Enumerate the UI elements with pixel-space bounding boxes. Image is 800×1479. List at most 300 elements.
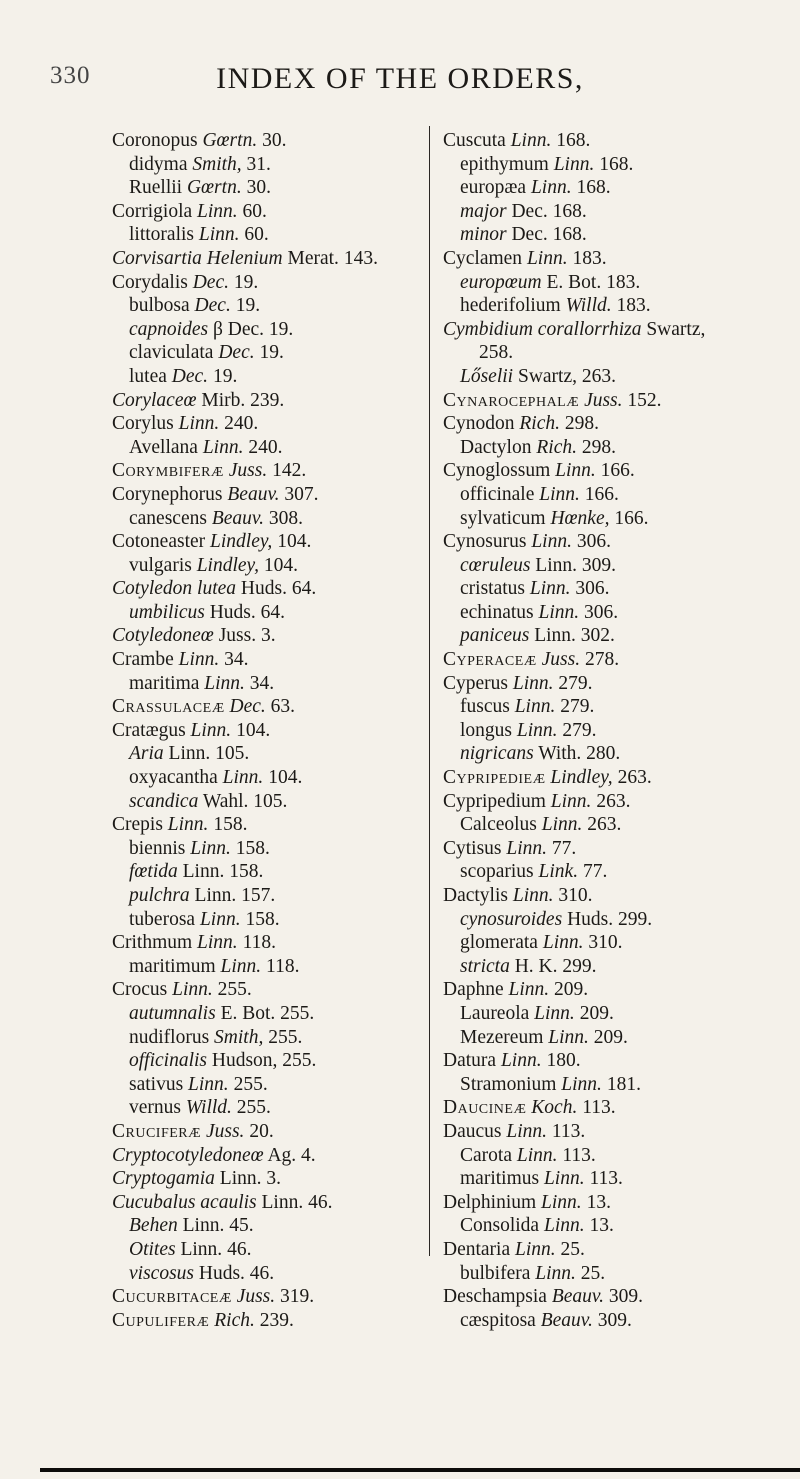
entry-authority: Juss.	[201, 1120, 245, 1142]
entry-authority: Juss.	[579, 389, 623, 411]
entry-page-ref: 239.	[254, 1309, 294, 1331]
entry-italic-name: viscosus	[129, 1262, 194, 1284]
entry-page-ref: 309.	[604, 1286, 643, 1308]
entry-authority: Juss.	[536, 649, 581, 671]
entry-authority: Dec.	[224, 696, 266, 718]
entry-page-ref: 299.	[557, 955, 597, 977]
entry-page-ref: 158.	[224, 861, 264, 883]
entry-page-ref: 77.	[578, 861, 608, 883]
entry-authority: Linn.	[508, 979, 550, 1001]
index-entry	[112, 436, 378, 460]
entry-page-ref: 25.	[555, 1238, 585, 1260]
entry-italic-name: Cryptocotyledoneœ	[112, 1144, 264, 1166]
column-divider	[429, 126, 430, 1256]
entry-text: Cynosurus	[443, 531, 532, 553]
index-entry-heading	[112, 1285, 378, 1309]
entry-italic-name: minor	[460, 224, 507, 246]
index-entry	[443, 271, 705, 295]
entry-page-ref: 319.	[275, 1286, 315, 1308]
entry-text: Hudson,	[207, 1050, 278, 1072]
entry-authority: Dec.	[192, 271, 229, 293]
index-entry	[443, 695, 705, 719]
entry-italic-name: Cucubalus acaulis	[112, 1191, 257, 1213]
entry-authority: Juss.	[223, 460, 268, 482]
entry-text: Huds.	[562, 908, 614, 930]
entry-page-ref: 113.	[584, 1168, 623, 1190]
entry-text: Consolida	[460, 1215, 544, 1237]
entry-page-ref: 34.	[219, 649, 249, 671]
entry-page-ref: 299.	[613, 908, 653, 930]
entry-page-ref: 152.	[622, 389, 662, 411]
entry-page-ref: 209.	[549, 979, 589, 1001]
entry-page-ref: 310.	[583, 932, 623, 954]
entry-page-ref: 60.	[239, 224, 269, 246]
entry-page-ref: 118.	[237, 932, 276, 954]
entry-text: Daphne	[443, 979, 509, 1001]
entry-authority: Linn.	[506, 1120, 547, 1142]
entry-authority: Linn.	[172, 979, 213, 1001]
entry-page-ref: 19.	[254, 342, 284, 364]
index-entry-heading	[112, 695, 378, 719]
entry-authority: Linn.	[515, 1238, 556, 1260]
entry-italic-name: cynosuroides	[460, 908, 563, 930]
entry-page-ref: 105.	[248, 790, 288, 812]
index-entry	[443, 931, 705, 955]
entry-page-ref: 13.	[584, 1215, 614, 1237]
entry-order-name: Cyperaceæ	[443, 649, 537, 671]
entry-italic-name: nigricans	[460, 743, 534, 765]
index-entry	[112, 908, 378, 932]
entry-italic-name: Corvisartia Helenium	[112, 247, 283, 269]
page-number: 330	[50, 62, 91, 89]
entry-italic-name: Corylaceœ	[112, 389, 197, 411]
index-entry-heading	[112, 1167, 378, 1191]
index-entry-heading	[443, 837, 705, 861]
entry-text: Merat.	[282, 247, 339, 269]
entry-italic-name: Lőselii	[460, 365, 514, 387]
index-entry-heading	[443, 530, 705, 554]
entry-page-ref: 158.	[240, 908, 280, 930]
entry-text: tuberosa	[129, 908, 200, 930]
entry-authority: Smith,	[192, 153, 242, 175]
entry-authority: Linn.	[512, 672, 554, 694]
entry-italic-name: stricta	[460, 955, 510, 977]
entry-text: Huds.	[236, 578, 287, 600]
entry-page-ref: 64.	[286, 578, 317, 600]
entry-text: Cuscuta	[443, 130, 511, 151]
entry-text: Deschampsia	[443, 1286, 552, 1308]
entry-order-name: Cupuliferæ	[112, 1309, 210, 1331]
index-entry-heading	[112, 1191, 378, 1215]
entry-page-ref: 255.	[231, 1097, 271, 1119]
entry-page-ref: 306.	[571, 531, 611, 553]
index-entry	[443, 1214, 705, 1238]
entry-page-ref: 30.	[241, 177, 271, 199]
index-entry	[112, 507, 378, 531]
entry-page-ref: 60.	[237, 200, 267, 222]
index-entry	[443, 341, 705, 365]
index-entry	[112, 294, 378, 318]
entry-page-ref: 307.	[279, 483, 319, 505]
entry-text: Linn.	[175, 1238, 223, 1260]
entry-page-ref: 168.	[547, 200, 587, 222]
entry-italic-name: autumnalis	[129, 1002, 216, 1024]
entry-page-ref: 158.	[230, 837, 270, 859]
index-entry	[443, 1167, 705, 1191]
entry-authority: Linn.	[538, 601, 580, 623]
entry-text: fuscus	[460, 696, 515, 718]
entry-text: Dactylis	[443, 885, 513, 906]
entry-authority: Lindley,	[210, 531, 273, 553]
entry-page-ref: 4.	[296, 1144, 316, 1166]
entry-page-ref: 118.	[261, 955, 300, 977]
entry-italic-name: pulchra	[129, 885, 190, 906]
running-title: INDEX OF THE ORDERS,	[216, 62, 584, 95]
entry-text: Daucus	[443, 1120, 507, 1142]
entry-text: cæspitosa	[460, 1309, 541, 1331]
index-entry-heading	[112, 648, 378, 672]
entry-authority: Linn.	[541, 1191, 582, 1213]
entry-page-ref: 25.	[575, 1262, 606, 1284]
entry-text: Linn.	[529, 625, 576, 647]
entry-authority: Linn.	[199, 908, 241, 930]
entry-text: Linn.	[189, 885, 237, 906]
index-column-left	[112, 129, 378, 1332]
entry-page-ref: 46.	[222, 1238, 252, 1260]
index-entry	[443, 908, 705, 932]
entry-page-ref: 30.	[257, 130, 287, 151]
entry-text: Dec.	[506, 200, 548, 222]
entry-page-ref: 183.	[601, 271, 641, 293]
entry-page-ref: 64.	[255, 601, 286, 623]
entry-text: H. K.	[509, 955, 558, 977]
index-entry	[112, 790, 378, 814]
entry-authority: Linn.	[202, 436, 244, 458]
entry-page-ref: 143.	[338, 247, 378, 269]
entry-italic-name: Aria	[129, 743, 164, 765]
entry-text: Linn.	[177, 1215, 225, 1237]
index-entry-heading	[112, 1144, 378, 1168]
entry-authority: Linn.	[178, 649, 220, 671]
entry-text: Stramonium	[460, 1073, 562, 1095]
entry-page-ref: 183.	[611, 295, 651, 317]
entry-text: echinatus	[460, 601, 539, 623]
entry-authority: Dec.	[194, 295, 231, 317]
entry-text: Huds.	[204, 601, 256, 623]
index-entry	[443, 955, 705, 979]
entry-authority: Lindley,	[545, 767, 613, 789]
entry-order-name: Cucurbitaceæ	[112, 1286, 232, 1308]
index-entry-heading	[443, 1191, 705, 1215]
entry-authority: Beauv.	[540, 1309, 593, 1331]
entry-text: Avellana	[129, 436, 203, 458]
entry-text: Dactylon	[460, 436, 537, 458]
index-entry-heading	[443, 129, 705, 153]
entry-authority: Linn.	[553, 153, 595, 175]
entry-page-ref: 255.	[275, 1002, 315, 1024]
entry-text: glomerata	[460, 932, 543, 954]
index-entry-heading	[443, 790, 705, 814]
entry-text: maritima	[129, 672, 205, 694]
entry-page-ref: 113.	[547, 1120, 586, 1142]
entry-text: Cyclamen	[443, 247, 527, 269]
entry-text: Crithmum	[112, 932, 198, 954]
entry-authority: Linn.	[526, 247, 568, 269]
index-entry-heading	[112, 530, 378, 554]
entry-page-ref: 19.	[264, 318, 294, 340]
index-entry-heading	[443, 766, 705, 790]
entry-authority: Beauv.	[551, 1286, 604, 1308]
entry-italic-name: Cryptogamia	[112, 1168, 215, 1190]
entry-text: Ruellii	[129, 177, 187, 199]
entry-authority: Linn.	[188, 1073, 229, 1095]
index-entry	[112, 1214, 378, 1238]
index-entry	[112, 341, 378, 365]
entry-authority: Willd.	[565, 295, 612, 317]
entry-page-ref: 19.	[230, 295, 261, 317]
entry-page-ref: 31.	[241, 153, 271, 175]
index-entry	[443, 1073, 705, 1097]
entry-text: Swartz,	[641, 318, 706, 340]
entry-text: Linn.	[214, 1168, 262, 1190]
entry-text: bulbosa	[129, 295, 195, 317]
entry-authority: Rich.	[519, 413, 560, 435]
entry-page-ref: 166.	[595, 460, 635, 482]
entry-text: scoparius	[460, 861, 539, 883]
index-entry	[112, 1026, 378, 1050]
index-entry	[112, 837, 378, 861]
entry-text: Linn.	[163, 743, 211, 765]
entry-page-ref: 77.	[547, 837, 577, 859]
entry-order-name: Crassulaceæ	[112, 696, 225, 718]
entry-page-ref: 263.	[591, 790, 631, 812]
index-entry	[112, 223, 378, 247]
index-entry-heading	[443, 648, 705, 672]
entry-authority: Rich.	[536, 436, 577, 458]
entry-page-ref: 309.	[592, 1309, 632, 1331]
entry-text: canescens	[129, 507, 212, 529]
entry-page-ref: 298.	[576, 436, 616, 458]
entry-page-ref: 255.	[228, 1073, 268, 1095]
index-entry	[112, 955, 378, 979]
entry-page-ref: 209.	[574, 1002, 614, 1024]
entry-text: Ag.	[263, 1144, 297, 1166]
entry-page-ref: 278.	[580, 649, 620, 671]
entry-text: Crepis	[112, 814, 168, 836]
entry-italic-name: officinalis	[129, 1050, 207, 1072]
entry-authority: Linn.	[529, 578, 571, 600]
entry-authority: Linn.	[516, 1144, 558, 1166]
entry-text: Wahl.	[198, 790, 249, 812]
entry-text: sylvaticum	[460, 507, 551, 529]
entry-page-ref: 19.	[208, 365, 238, 387]
entry-italic-name: major	[460, 200, 507, 222]
entry-authority: Linn.	[220, 955, 262, 977]
index-entry-heading	[112, 247, 378, 271]
index-entry	[112, 1049, 378, 1073]
entry-page-ref: 3.	[256, 625, 276, 647]
index-entry-heading	[443, 459, 705, 483]
entry-text: oxyacantha	[129, 767, 223, 789]
index-entry	[112, 672, 378, 696]
entry-order-name: Cruciferæ	[112, 1120, 202, 1142]
entry-text: maritimum	[129, 955, 221, 977]
entry-text: Linn.	[256, 1191, 304, 1213]
entry-text: Juss.	[213, 625, 257, 647]
index-entry	[112, 884, 378, 908]
entry-authority: Linn.	[530, 177, 572, 199]
entry-page-ref: 166.	[609, 507, 649, 529]
index-entry	[443, 294, 705, 318]
entry-authority: Linn.	[548, 1026, 589, 1048]
entry-text: Crambe	[112, 649, 179, 671]
index-entry	[112, 1073, 378, 1097]
entry-authority: Linn.	[506, 837, 548, 859]
entry-italic-name: europœum	[460, 271, 542, 293]
entry-text: Cynoglossum	[443, 460, 556, 482]
entry-order-name: Daucineæ	[443, 1097, 527, 1119]
entry-authority: Link.	[538, 861, 579, 883]
entry-authority: Beauv.	[227, 483, 280, 505]
entry-authority: Linn.	[167, 814, 209, 836]
index-entry	[112, 1002, 378, 1026]
entry-text: E. Bot.	[541, 271, 602, 293]
index-entry-heading	[443, 412, 705, 436]
entry-authority: Dec.	[171, 365, 209, 387]
entry-text: biennis	[129, 837, 191, 859]
entry-authority: Linn.	[197, 932, 238, 954]
index-entry-heading	[112, 577, 378, 601]
entry-page-ref: 240.	[243, 436, 283, 458]
index-entry-heading	[443, 1049, 705, 1073]
entry-page-ref: 104.	[259, 554, 298, 576]
entry-page-ref: 3.	[261, 1168, 282, 1190]
entry-page-ref: 183.	[567, 247, 607, 269]
entry-authority: Rich.	[209, 1309, 255, 1331]
entry-authority: Linn.	[535, 1262, 576, 1284]
index-entry	[443, 223, 705, 247]
entry-authority: Linn.	[543, 1168, 585, 1190]
index-entry-heading	[112, 200, 378, 224]
entry-page-ref: 168.	[594, 153, 634, 175]
entry-text: nudiflorus	[129, 1026, 215, 1048]
entry-text: Crocus	[112, 979, 173, 1001]
index-entry-heading	[112, 813, 378, 837]
entry-page-ref: 263.	[577, 365, 616, 387]
entry-text: Mirb.	[196, 389, 246, 411]
entry-text: europæa	[460, 177, 531, 199]
index-entry-heading	[112, 459, 378, 483]
entry-page-ref: 279.	[557, 719, 597, 741]
entry-page-ref: 46.	[303, 1191, 333, 1213]
index-entry-heading	[443, 1238, 705, 1262]
index-entry	[443, 153, 705, 177]
index-entry	[443, 719, 705, 743]
entry-authority: Linn.	[198, 224, 240, 246]
entry-text: Linn.	[530, 554, 578, 576]
entry-text: Corylus	[112, 413, 179, 435]
entry-text: Dec.	[506, 224, 548, 246]
index-entry-heading	[443, 247, 705, 271]
index-entry	[443, 507, 705, 531]
index-column-right	[443, 129, 705, 1332]
entry-page-ref: 168.	[551, 130, 591, 151]
entry-page-ref: 209.	[588, 1026, 628, 1048]
entry-page-ref: 181.	[601, 1073, 641, 1095]
entry-authority: Linn.	[542, 932, 584, 954]
entry-authority: Linn.	[539, 483, 580, 505]
entry-text: longus	[460, 719, 517, 741]
entry-page-ref: 104.	[272, 531, 312, 553]
index-entry	[112, 1262, 378, 1286]
entry-page-ref: 255.	[277, 1050, 317, 1072]
entry-page-ref: 309.	[577, 554, 617, 576]
index-entry	[112, 1096, 378, 1120]
index-entry	[112, 153, 378, 177]
entry-page-ref: 104.	[263, 767, 303, 789]
entry-text: Coronopus	[112, 130, 203, 151]
entry-text: E. Bot.	[215, 1002, 276, 1024]
index-entry	[443, 176, 705, 200]
entry-text: cristatus	[460, 578, 530, 600]
entry-page-ref: 310.	[553, 885, 593, 906]
entry-page-ref: 255.	[212, 979, 252, 1001]
entry-italic-name: Cotyledoneœ	[112, 625, 214, 647]
entry-italic-name: capnoides	[129, 318, 209, 340]
entry-page-ref: 308.	[263, 507, 303, 529]
index-entry	[443, 365, 705, 389]
entry-text: littoralis	[129, 224, 199, 246]
entry-page-ref: 158.	[208, 814, 248, 836]
entry-authority: Lindley,	[196, 554, 259, 576]
entry-italic-name: Cotyledon lutea	[112, 578, 237, 600]
index-entry-heading	[443, 1120, 705, 1144]
index-entry	[112, 554, 378, 578]
index-entry	[112, 176, 378, 200]
entry-text: maritimus	[460, 1168, 544, 1190]
entry-page-ref: 298.	[560, 413, 599, 435]
index-entry-heading	[112, 624, 378, 648]
entry-authority: Linn.	[555, 460, 596, 482]
entry-text: vernus	[129, 1097, 186, 1119]
entry-authority: Willd.	[185, 1097, 232, 1119]
entry-page-ref: 306.	[579, 601, 619, 623]
entry-page-ref: 306.	[570, 578, 610, 600]
index-entry	[443, 1262, 705, 1286]
index-entry	[443, 554, 705, 578]
entry-italic-name: Behen	[129, 1215, 178, 1237]
index-entry	[112, 601, 378, 625]
index-entry	[443, 624, 705, 648]
entry-page-ref: 168.	[571, 177, 611, 199]
index-entry-heading	[443, 978, 705, 1002]
index-entry	[443, 860, 705, 884]
entry-text: β Dec.	[208, 318, 265, 340]
entry-page-ref: 263.	[612, 767, 652, 789]
index-entry	[443, 1309, 705, 1333]
entry-authority: Linn.	[510, 130, 552, 151]
index-entry-heading	[112, 389, 378, 413]
entry-authority: Koch.	[526, 1097, 578, 1119]
index-entry	[443, 483, 705, 507]
entry-page-ref: 104.	[231, 719, 271, 741]
entry-text: Dentaria	[443, 1238, 516, 1260]
index-entry-heading	[112, 1309, 378, 1333]
index-entry-heading	[443, 672, 705, 696]
index-entry	[112, 318, 378, 342]
entry-italic-name: scandica	[129, 790, 199, 812]
entry-text: Cypripedium	[443, 790, 551, 812]
